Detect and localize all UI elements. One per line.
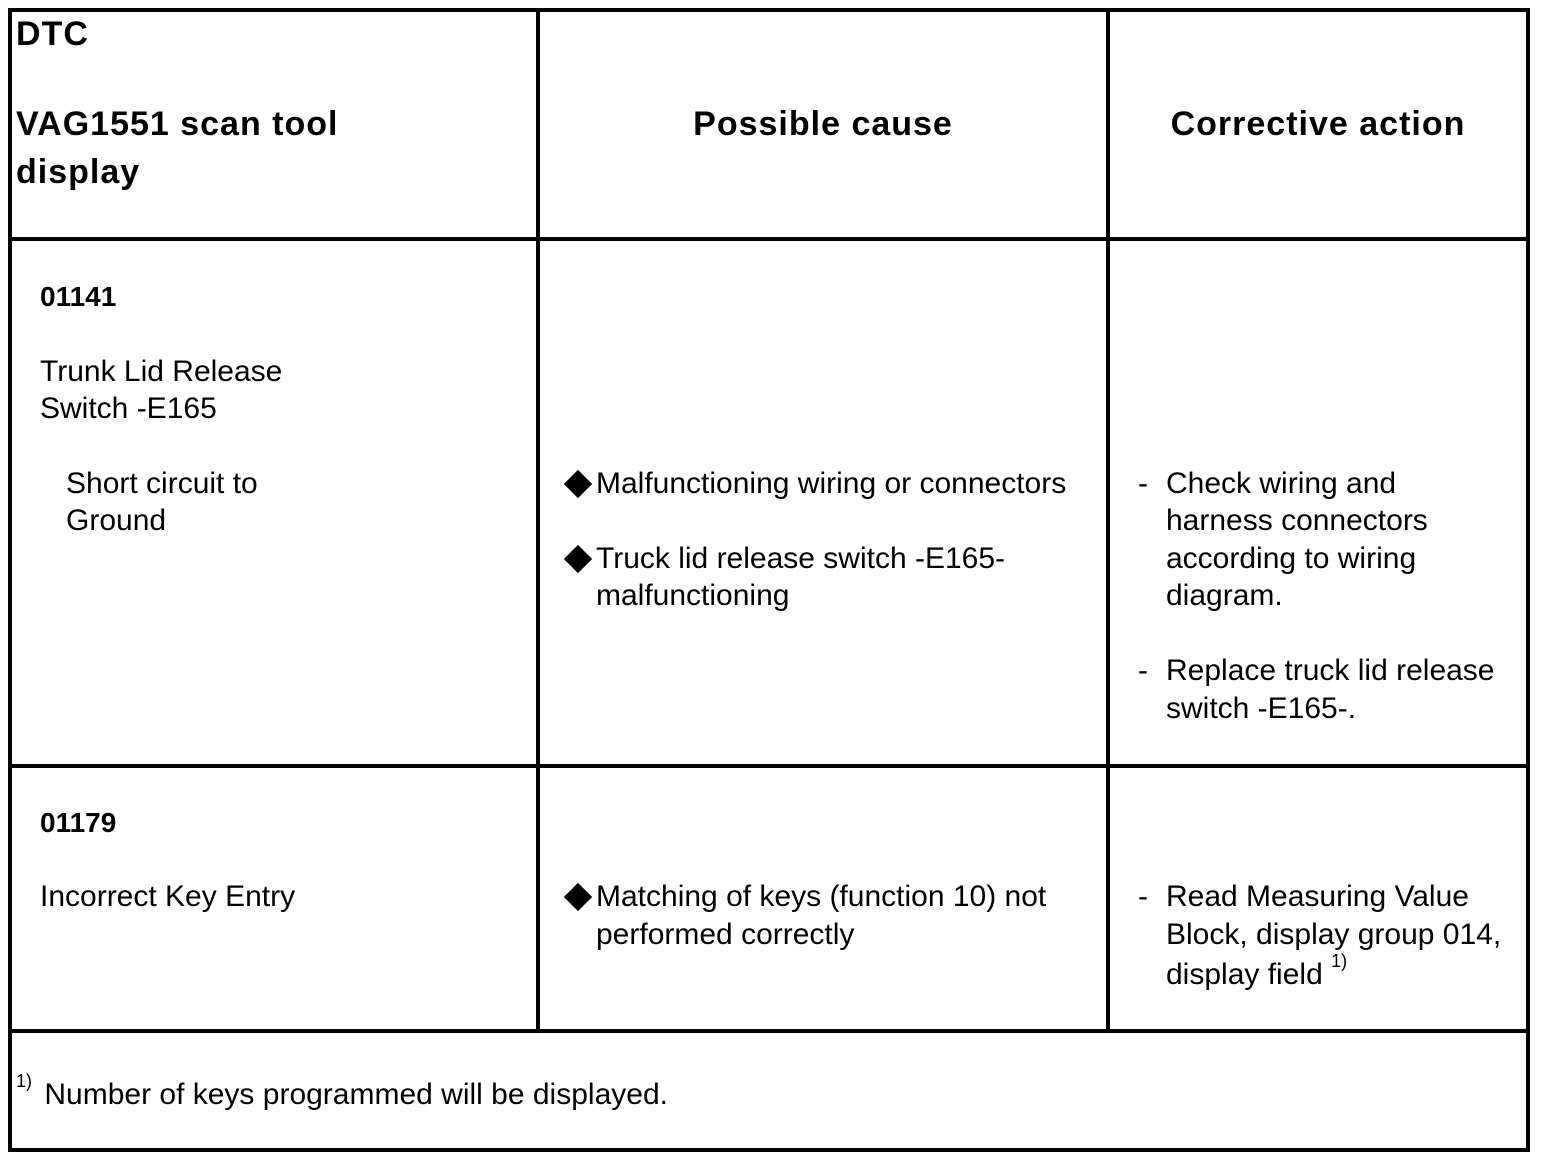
- action-line: according to wiring: [1166, 542, 1417, 575]
- footnote-reference: 1): [1331, 951, 1348, 971]
- action-line: Replace truck lid release: [1166, 654, 1495, 687]
- row-divider: [8, 764, 1530, 768]
- dtc-component-line1: Trunk Lid Release: [40, 355, 283, 388]
- header-scan-tool-line1: VAG1551 scan tool: [16, 105, 339, 143]
- header-divider: [8, 237, 1530, 241]
- action-line: diagram.: [1166, 579, 1283, 612]
- cause-line: Malfunctioning wiring or connectors: [596, 467, 1067, 500]
- cause-line: malfunctioning: [596, 579, 790, 612]
- table-border-bottom: [8, 1148, 1530, 1152]
- action-dash-marker: -: [1138, 654, 1148, 687]
- bullet-diamond-icon: [564, 545, 592, 573]
- cause-line: performed correctly: [596, 918, 855, 951]
- header-dtc-label: DTC: [16, 15, 89, 53]
- footnote: [16, 1071, 668, 1114]
- action-line: switch -E165-.: [1166, 692, 1357, 725]
- column-divider-2: [1106, 8, 1110, 1033]
- dtc-fault-line1: Short circuit to: [66, 467, 258, 500]
- dtc-fault-line2: Ground: [66, 504, 167, 537]
- footnote-divider: [8, 1029, 1530, 1033]
- table-border-right: [1526, 8, 1530, 1152]
- action-line: Block, display group 014,: [1166, 918, 1502, 951]
- dtc-component-line1: Incorrect Key Entry: [40, 880, 296, 913]
- dtc-code: 01141: [40, 281, 117, 312]
- dtc-component-line2: Switch -E165: [40, 392, 217, 425]
- action-line-with-footnote: [1166, 951, 1348, 994]
- footnote-marker: 1): [16, 1071, 33, 1091]
- header-possible-cause: Possible cause: [693, 105, 953, 143]
- action-dash-marker: -: [1138, 880, 1148, 913]
- header-scan-tool-line2: display: [16, 153, 141, 191]
- dtc-code: 01179: [40, 807, 117, 838]
- header-corrective-action: Corrective action: [1170, 105, 1466, 143]
- action-line: Read Measuring Value: [1166, 880, 1469, 913]
- cause-line: Truck lid release switch -E165-: [596, 542, 1006, 575]
- table-border-top: [8, 8, 1530, 12]
- action-line: Check wiring and: [1166, 467, 1397, 500]
- action-dash-marker: -: [1138, 467, 1148, 500]
- action-line: display field: [1166, 958, 1323, 991]
- table-border-left: [8, 8, 12, 1152]
- bullet-diamond-icon: [564, 470, 592, 498]
- footnote-text: Number of keys programmed will be displayed.: [44, 1078, 668, 1111]
- column-divider-1: [536, 8, 540, 1033]
- cause-line: Matching of keys (function 10) not: [596, 880, 1047, 913]
- bullet-diamond-icon: [564, 883, 592, 911]
- action-line: harness connectors: [1166, 504, 1428, 537]
